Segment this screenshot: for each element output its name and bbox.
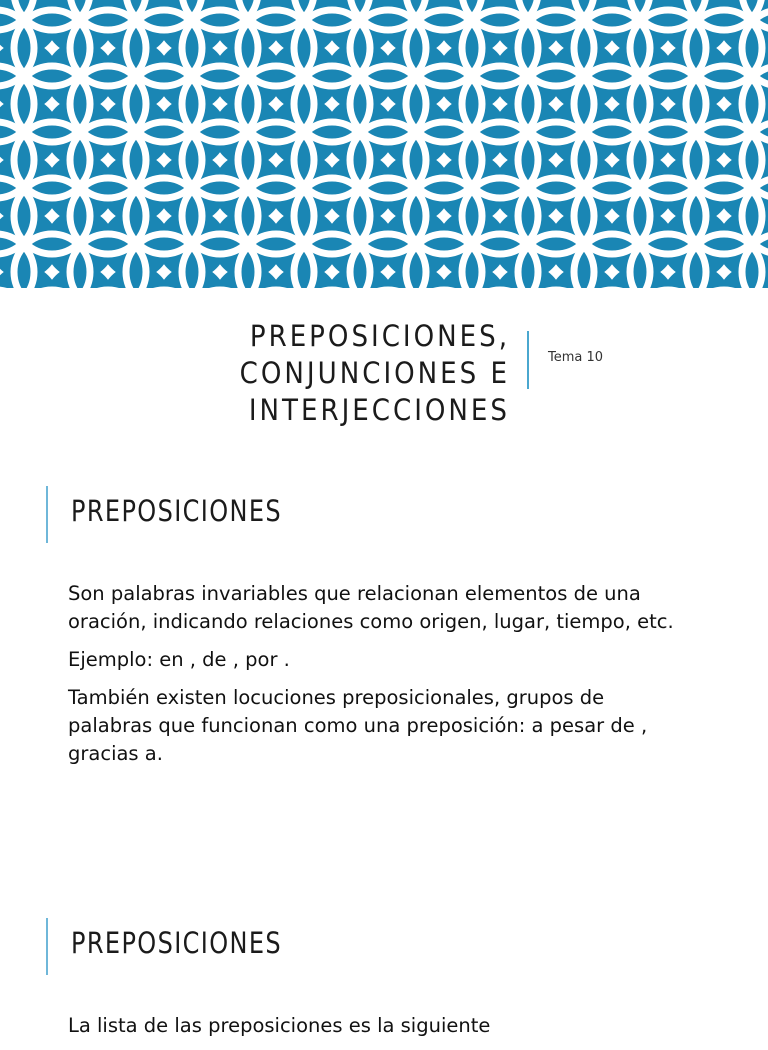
title-line-2: INTERJECCIONES — [248, 393, 510, 427]
section-body — [68, 580, 688, 778]
section-body — [68, 1012, 688, 1050]
body-paragraph: Son palabras invariables que relacionan elementos de una oración, indicando relaciones como origen, lugar, tiempo, etc. — [68, 582, 674, 633]
section-heading: PREPOSICIONES — [71, 926, 283, 960]
circle-pattern-graphic — [0, 0, 768, 288]
presentation-title — [40, 318, 510, 429]
body-paragraph: La lista de las preposiciones es la siguiente — [68, 1014, 491, 1037]
title-line-1: PREPOSICIONES, CONJUNCIONES E — [239, 319, 510, 390]
section-accent-bar — [46, 918, 48, 975]
title-divider — [527, 331, 529, 389]
presentation-subtitle: Tema 10 — [548, 350, 604, 365]
body-paragraph: También existen locuciones preposicionales, grupos de palabras que funcionan como una preposición: a pesar de , gracias a. — [68, 686, 648, 765]
body-paragraph: Ejemplo: en , de , por . — [68, 648, 290, 671]
decorative-pattern-banner — [0, 0, 768, 288]
section-heading: PREPOSICIONES — [71, 494, 283, 528]
section-accent-bar — [46, 486, 48, 543]
